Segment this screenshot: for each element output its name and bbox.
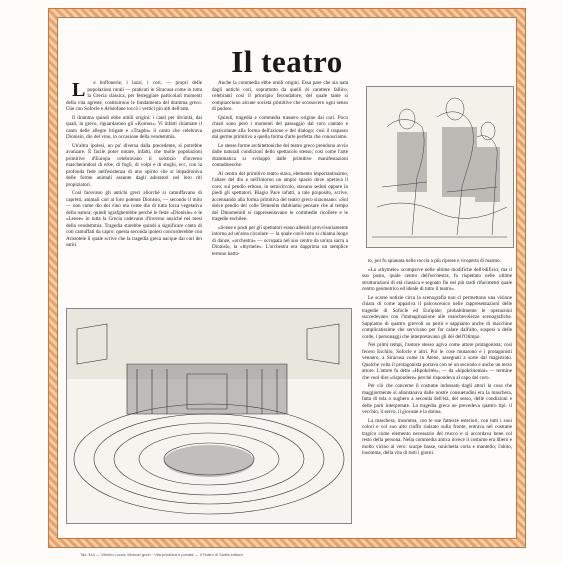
engraving-theatre-drawing: [67, 309, 351, 523]
paragraph: «Scene e posti per gli spettatori erano allestiti provvisoriamente intorno ad un'area circolare — la quale con'è noto si chiama luogo di danze, «orchestra» — occupata nel suo centro da un'ara sacra a Dionisio, la «thymele». L'orchestra era dapprima un semplice terreno battu-: [212, 224, 348, 257]
engraving-actors-illustration: [366, 86, 514, 248]
engraving-actors-drawing: [367, 87, 513, 247]
text-column-1: [66, 80, 202, 302]
paragraph: Nei primi tempi, l'autore stesso agiva come attore protagonista; così fecero Eschilo, Sofocle e altri. Poi le cose mutarono e i protagonisti vennero, a Siracusa come in Atene, assegnati a sorte dal magistrato. Qualche volta il protagonista portava con sé un secondo e anche un terzo attore. L'attore fu detto «Hipokrités», — da «hipokrinomai» — termine che vuol dire «rispondere» perché rispondeva al capo del coro.: [362, 342, 512, 381]
paragraph: Le scarse notizie circa la scenografia non ci permettono una visione chiara di come appariva il palcoscenico nelle rappresentazioni delle tragedie di Sofocle ed Euripide; probabilmente le operazioni succedevano con l'immaginazione alle manchevolezze scenografiche. Sappiamo di quattro girevoli su perni e sappiamo anche di macchine complicatissime che servivano per far calare dall'alto, sospesi a delle corde, i personaggi che interpretavano gli dèi dell'Olimpo.: [362, 294, 512, 340]
paragraph: Per ciò che concerne il costume indossato dagli attori la cosa che maggiormente si allontanava dalle nostre consuetudini era la maschera, fatta di tela o sughero a seconda dell'età, del sesso, delle condizioni e delle parti interpretate. La tragedia greca ne prevedeva quattro tipi: il vecchio, il servo, il giovane e la donna.: [362, 383, 512, 415]
paragraph: Così facevano gli antichi greci allorché si camuffavano di capretti, animali cari al loro potente Dionisio, — secondo il mito — non come dio del vino ma come dio di tutta forza vegetativa della natura; quindi sgrafgherebbe perché le feste «Dionisie» e le «Lenee» in tutta la Grecia cadevano d'inverno anziché nei mesi della vendemmia. Tragedia starebbe quindi a significare canto di coti camuffati da capro: questa seconda ipotesi concorderebbe con Aristotele il quale scrive che la tragedia greca nacque dai cori dei satiri.: [66, 190, 202, 248]
page-title: Il teatro: [231, 44, 343, 79]
paragraph: to, poi fu spianata nella roccia a più riprese e ricoperta di marmo.: [368, 258, 501, 264]
paragraph: Le stesse forme architettoniche del teatro greco prendono avvio dalle naturali condizioni dello spettacolo stesso; così come l'arte drammatica si sviluppò dalle primitive manifestazioni contadinesche.: [212, 142, 348, 168]
content-panel: [57, 17, 517, 539]
page-footer: Tav. 344 — Vittorio Lucca, Itinerari greci · Vita pubblica e privata — Il Teatro di Sicilia editore: [80, 552, 243, 557]
paragraph: Quindi, tragedia e commedia trassero origine dai cori. Poco chiari sono però i momenti del passaggio dal coro cantato e gesticolante alla forma dell'azione e del dialogo; così il trapasso dal germe primitivo a quella forma d'arte perfetta che conosciamo.: [212, 114, 348, 140]
article-body: [66, 80, 512, 528]
greek-key-border: [48, 8, 526, 548]
paragraph: La maschera, insomma, con le sue fattezze esteriori, con tutti i suoi colori e col suo alto ciuffo rialzato sulla fronte, entrava nel costume tragico come elemento necessario del trucco e si accordava bene col resto della persona. Nella commedia antica invece il costume era libero e molto vicino al vero: scarpe basse, tunichetta corta e mantello; l'abito, insomma, della vita di tutti i giorni.: [362, 417, 512, 456]
paragraph: «La «thymele» scomparve nelle ultime modifiche dell'edificio; ma il suo posto, quale centro dell'orchestra, fu rispettato nelle ultime strutturazioni di età classica e segnato fin nei più tardi rifacimenti quale centro geometrico ed ideale di tutto il teatro».: [362, 266, 512, 292]
drop-cap: L: [72, 79, 86, 101]
paragraph: Il dramma quindi ebbe umili origini: i canti per divinità, dai quali, in greco, riguardarono gli «Komos». Vi infatti chiamare il canto delle allegre brigate e «Tragdo» il canto che celebrava Dionisio, dio del vino, in occasione della vendemmia.: [66, 114, 202, 140]
paragraph: Al centro del primitivo teatro stava, elemento importantissimo, l'altare del dio e nell'intorno un ampio spazio dove operava il coro; sul pendio erboso, in semicircolo, stavano seduti oppure in piedi gli spettatori. Biagio Pace infatti, a tale proposito, scrive, accennando alla forma primitiva del teatro greco siracusano: «Sul dolce pendio del colle Temenite dobbiamo pensare che al tempo dei Dinomenidi si rappresentavano le commedie ricollere e le tragedie eschilee.: [212, 170, 348, 222]
engraving-theatre-illustration: [66, 308, 352, 524]
paragraph: L e buffonerie, i lazzi, i cori, — propri delle popolazioni rurali — praticati in Siracusa come in tutta la Grecia classica, per festeggiare particolari momenti della vita agreste, costituirono le fondamenta del dramma greco. Che con Sofocle e Aristofane toccò i vertici più alti dell'arte.: [66, 79, 202, 112]
paragraph: Anche la commedia ebbe umili origini. Essa pare che sia nata dagli antichi cori, soprattutto da quelli di carattere fallico, celebranti così il principio fecondatore, del quale tante si compiacciono alcune società primitive che scossocero ogni senso di pudore.: [212, 80, 348, 112]
text-column-3: [362, 258, 512, 528]
paragraph: Un'altra ipotesi, un po' diversa dalla precedente, si potrebbe avanzare. È facile poter notare, infatti, che molte popolazioni primitive d'Europa celebravano il solstizio d'inverno mascherandosi di erbe, di fogli, di volpi e di stoghi, ecc, con la profonda fede nell'esistenza di uno spirito che si impadroniva delle forme animali assunte dagli adoratori nel loro riti propiziatori.: [66, 142, 202, 188]
text-column-2: [212, 80, 348, 300]
